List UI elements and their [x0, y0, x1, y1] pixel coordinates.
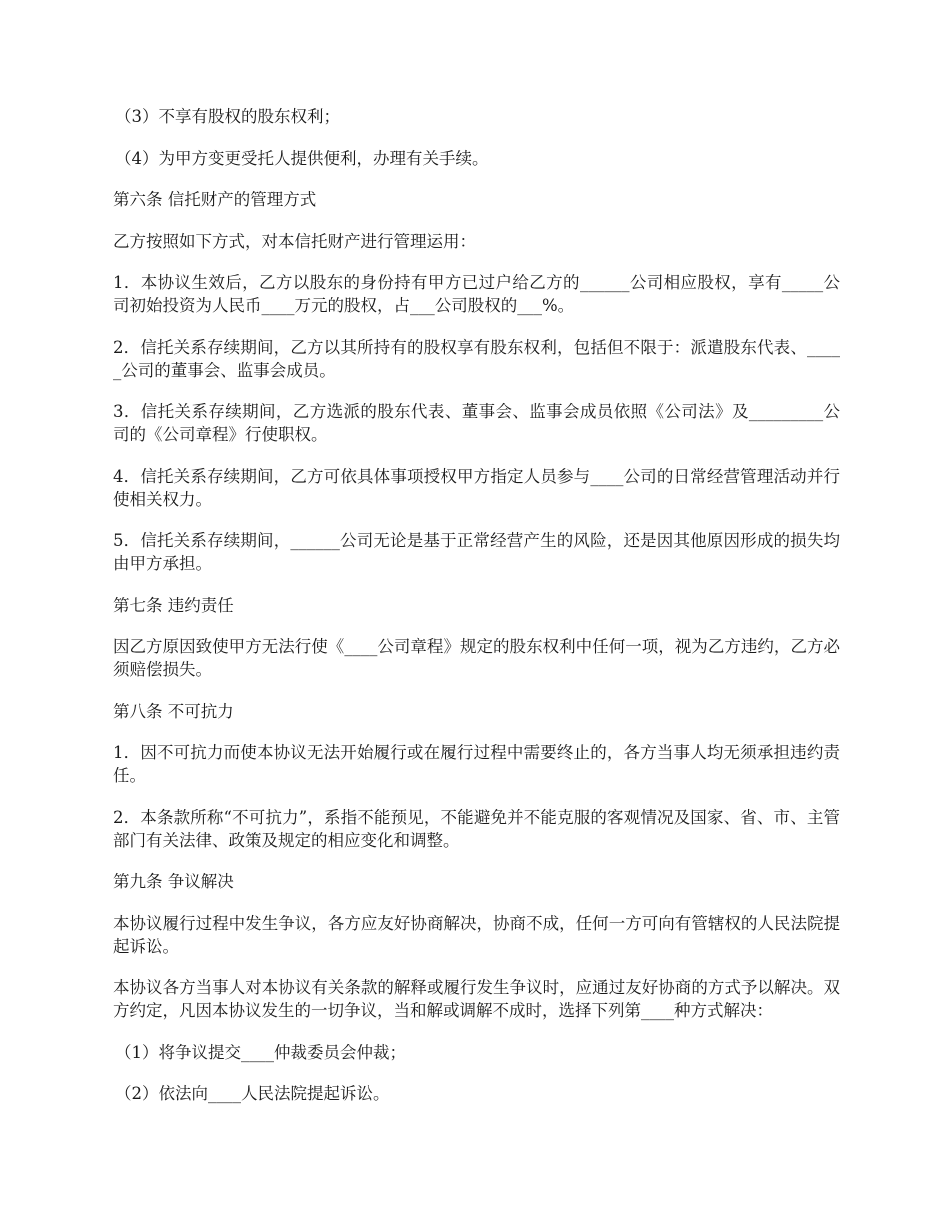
document-page — [113, 105, 840, 1124]
clause-item-4: （4）为甲方变更受托人提供便利，办理有关手续。 — [115, 148, 489, 168]
article-6-point-1: 1．本协议生效后，乙方以股东的身份持有甲方已过户给乙方的______公司相应股权，享有_____公司初始投资为人民币____万元的股权，占___公司股权的___%。 — [113, 273, 840, 315]
article-8-point-2: 2．本条款所称“不可抗力”，系指不能预见，不能避免并不能克服的客观情况及国家、省、市、主管部门有关法律、政策及规定的相应变化和调整。 — [113, 807, 840, 850]
article-9-heading: 第九条 争议解决 — [113, 872, 234, 891]
article-6-point-2: 2．信托关系存续期间，乙方以其所持有的股权享有股东权利，包括但不限于：派遣股东代表、_____公司的董事会、监事会成员。 — [113, 337, 840, 380]
dispute-option-2: （2）依法向____人民法院提起诉讼。 — [115, 1084, 390, 1103]
article-6-intro: 乙方按照如下方式，对本信托财产进行管理运用： — [113, 231, 476, 251]
article-7-heading: 第七条 违约责任 — [113, 595, 234, 615]
article-8-heading: 第八条 不可抗力 — [113, 701, 234, 721]
article-6-point-5: 5．信托关系存续期间，______公司无论是基于正常经营产生的风险，还是因其他原因形成的损失均由甲方承担。 — [113, 531, 840, 573]
article-7-body: 因乙方原因致使甲方无法行使《____公司章程》规定的股东权利中任何一项，视为乙方违约，乙方必须赔偿损失。 — [113, 637, 840, 679]
article-8-point-1: 1．因不可抗力而使本协议无法开始履行或在履行过程中需要终止的，各方当事人均无须承担违约责任。 — [113, 743, 840, 785]
article-6-heading: 第六条 信托财产的管理方式 — [113, 190, 317, 209]
clause-item-3: （3）不享有股权的股东权利； — [115, 107, 340, 126]
article-9-body-1: 本协议履行过程中发生争议，各方应友好协商解决，协商不成，任何一方可向有管辖权的人民法院提起诉讼。 — [113, 913, 840, 956]
article-6-point-4: 4．信托关系存续期间，乙方可依具体事项授权甲方指定人员参与____公司的日常经营管理活动并行使相关权力。 — [113, 466, 840, 509]
dispute-option-1: （1）将争议提交____仲裁委员会仲裁； — [115, 1042, 406, 1062]
article-9-body-2: 本协议各方当事人对本协议有关条款的解释或履行发生争议时，应通过友好协商的方式予以解决。双方约定，凡因本协议发生的一切争议，当和解或调解不成时，选择下列第____种方式解决： — [113, 978, 840, 1020]
article-6-point-3: 3．信托关系存续期间，乙方选派的股东代表、董事会、监事会成员依照《公司法》及_________公司的《公司章程》行使职权。 — [113, 402, 840, 444]
